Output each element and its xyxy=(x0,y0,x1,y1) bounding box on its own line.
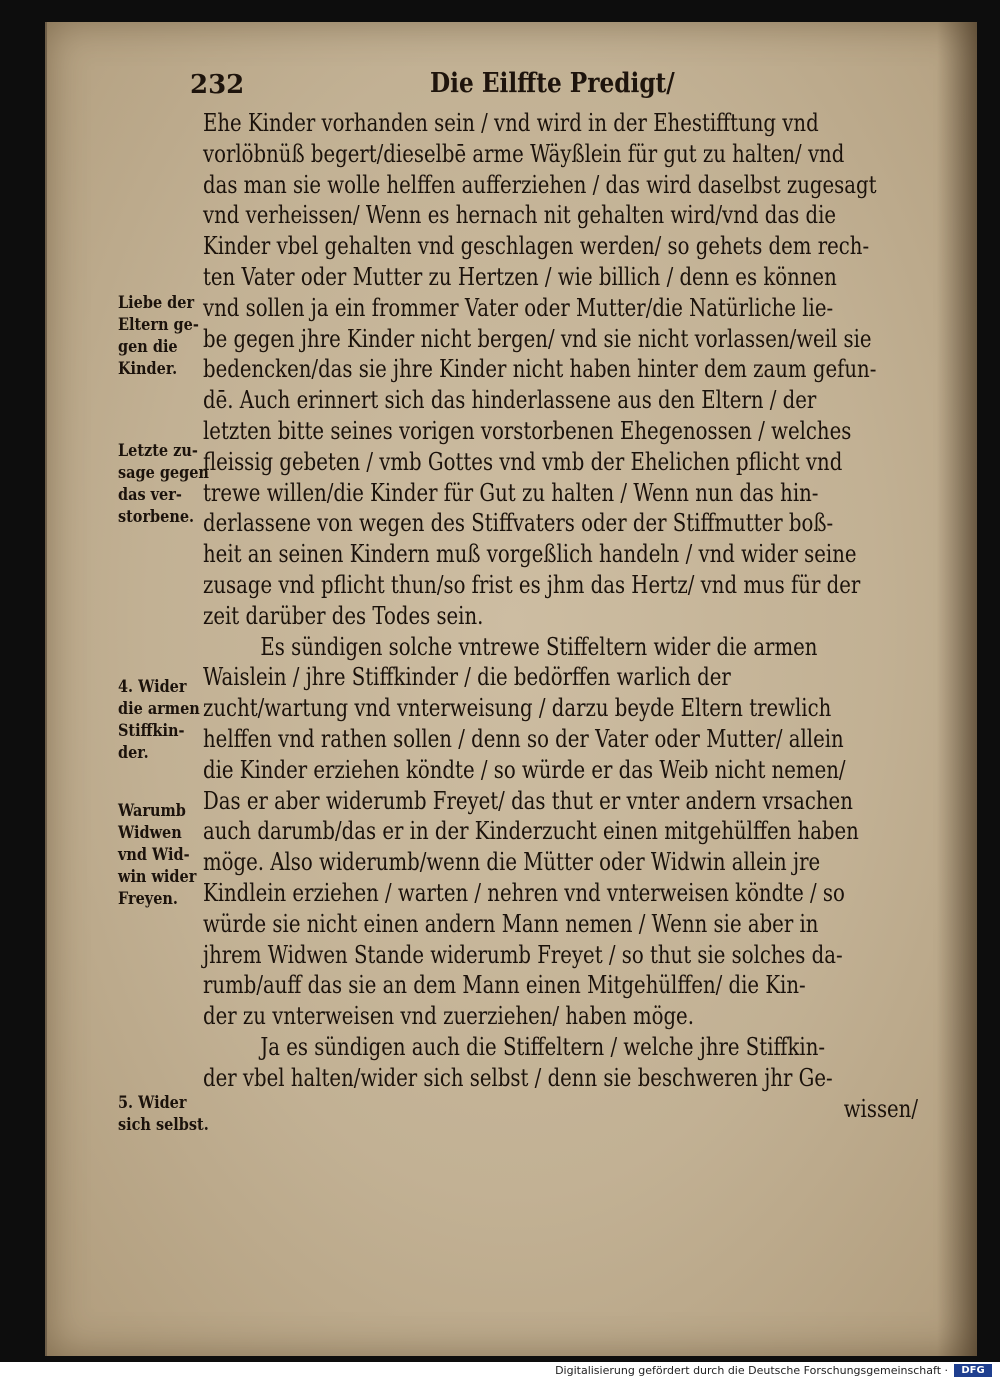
margin-note-line: gen die xyxy=(118,337,178,357)
margin-note-line: Widwen xyxy=(118,823,182,843)
margin-note xyxy=(118,440,248,528)
page-number: 232 xyxy=(190,70,245,100)
text-line: vorlöbnüß begert/dieselbē arme Wäyßlein für gut zu halten/ vnd xyxy=(203,139,845,168)
margin-note-line: Stiffkin- xyxy=(118,721,185,741)
text-line: derlassene von wegen des Stiffvaters oder der Stiffmutter boß- xyxy=(203,509,834,538)
margin-note-line: das ver- xyxy=(118,485,182,505)
margin-note-line: win wider xyxy=(118,867,197,887)
text-line: vnd verheissen/ Wenn es hernach nit gehalten wird/vnd das die xyxy=(203,201,837,230)
margin-note xyxy=(118,676,248,764)
text-line: würde sie nicht einen andern Mann nemen / Wenn sie aber in xyxy=(203,909,819,938)
text-line: fleissig gebeten / vmb Gottes vnd vmb der Ehelichen pflicht vnd xyxy=(203,447,843,476)
text-line: zusage vnd pflicht thun/so frist es jhm das Hertz/ vnd mus für der xyxy=(203,570,861,599)
margin-note xyxy=(118,800,248,910)
margin-note-line: der. xyxy=(118,743,149,763)
page-header xyxy=(190,66,750,106)
margin-note-line: 5. Wider xyxy=(118,1093,187,1113)
margin-note xyxy=(118,1092,248,1136)
margin-note-line: Eltern ge- xyxy=(118,315,199,335)
text-line: auch darumb/das er in der Kinderzucht einen mitgehülffen haben xyxy=(203,817,859,846)
text-line: Kindlein erziehen / warten / nehren vnd vnterweisen köndte / so xyxy=(203,878,845,907)
text-line: vnd sollen ja ein frommer Vater oder Mutter/die Natürliche lie- xyxy=(203,293,834,322)
text-line: trewe willen/die Kinder für Gut zu halten / Wenn nun das hin- xyxy=(203,478,819,507)
text-line: helffen vnd rathen sollen / denn so der Vater oder Mutter/ allein xyxy=(203,724,844,753)
margin-note-line: sage gegen xyxy=(118,463,209,483)
text-line: der vbel halten/wider sich selbst / denn sie beschweren jhr Ge- xyxy=(203,1063,833,1092)
text-line: letzten bitte seines vorigen vorstorbenen Ehegenossen / welches xyxy=(203,416,852,445)
text-line: zeit darüber des Todes sein. xyxy=(203,601,484,630)
margin-note-line: storbene. xyxy=(118,507,195,527)
text-line: heit an seinen Kindern muß vorgeßlich handeln / vnd wider seine xyxy=(203,540,857,569)
margin-note-line: die armen xyxy=(118,699,200,719)
footer-strip xyxy=(0,1362,1000,1380)
margin-note-line: Freyen. xyxy=(118,889,178,909)
margin-note-line: Kinder. xyxy=(118,359,178,379)
paragraph-start-line: Es sündigen solche vntrewe Stiffeltern wider die armen xyxy=(260,632,818,661)
text-line: bedencken/das sie jhre Kinder nicht haben hinter dem zaum gefun- xyxy=(203,355,877,384)
funding-credit: Digitalisierung gefördert durch die Deutsche Forschungsgemeinschaft · xyxy=(555,1364,948,1377)
text-line: dē. Auch erinnert sich das hinderlassene aus den Eltern / der xyxy=(203,386,817,415)
margin-note xyxy=(118,292,248,380)
text-line: Kinder vbel gehalten vnd geschlagen werden/ so gehets dem rech- xyxy=(203,232,870,261)
text-line: Ehe Kinder vorhanden sein / vnd wird in der Ehestifftung vnd xyxy=(203,109,819,137)
margin-note-line: Liebe der xyxy=(118,293,195,313)
text-line: Das er aber widerumb Freyet/ das thut er vnter andern vrsachen xyxy=(203,786,853,815)
main-text xyxy=(203,108,918,1124)
text-line: der zu vnterweisen vnd zuerziehen/ haben möge. xyxy=(203,1002,694,1031)
catchword-line: wissen/ xyxy=(843,1094,918,1123)
margin-note-line: Letzte zu- xyxy=(118,441,198,461)
text-line: rumb/auff das sie an dem Mann einen Mitgehülffen/ die Kin- xyxy=(203,971,806,1000)
text-line: das man sie wolle helffen aufferziehen / das wird daselbst zugesagt xyxy=(203,170,877,199)
margin-note-line: Warumb xyxy=(118,801,186,821)
text-line: die Kinder erziehen köndte / so würde er das Weib nicht nemen/ xyxy=(203,755,846,784)
margin-note-line: 4. Wider xyxy=(118,677,187,697)
margin-note-line: sich selbst. xyxy=(118,1115,209,1135)
margin-note-line: vnd Wid- xyxy=(118,845,190,865)
text-line: zucht/wartung vnd vnterweisung / darzu beyde Eltern trewlich xyxy=(203,694,832,723)
running-title: Die Eilffte Predigt/ xyxy=(430,68,675,99)
text-line: be gegen jhre Kinder nicht bergen/ vnd sie nicht vorlassen/weil sie xyxy=(203,324,872,353)
dfg-logo: DFG xyxy=(954,1364,992,1377)
paragraph-start-line: Ja es sündigen auch die Stiffeltern / welche jhre Stiffkin- xyxy=(260,1032,826,1061)
text-line: möge. Also widerumb/wenn die Mütter oder Widwin allein jre xyxy=(203,848,821,877)
text-line: jhrem Widwen Stande widerumb Freyet / so thut sie solches da- xyxy=(203,940,843,969)
text-line: Waislein / jhre Stiffkinder / die bedörffen warlich der xyxy=(203,663,731,692)
text-line: ten Vater oder Mutter zu Hertzen / wie billich / denn es können xyxy=(203,262,837,291)
